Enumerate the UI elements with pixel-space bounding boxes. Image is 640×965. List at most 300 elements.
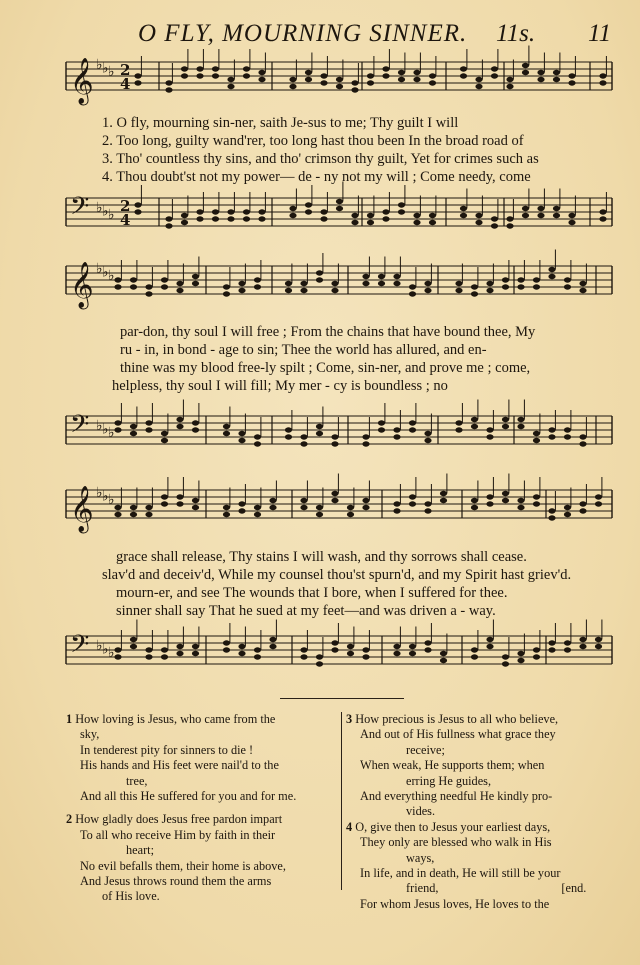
time-signature-bottom: 4: [120, 211, 131, 229]
note-head: [409, 420, 416, 425]
note-head: [548, 508, 555, 513]
note-head: [502, 491, 509, 496]
note-head: [161, 431, 168, 436]
lyric-line: grace shall release, Thy stains I will wash, and thy sorrows shall cease.: [116, 549, 527, 565]
note-head: [145, 284, 152, 289]
note-head: [362, 434, 369, 439]
treble-staff-system-2: [66, 258, 612, 313]
note-head: [553, 206, 560, 211]
note-head: [475, 77, 482, 82]
note-head: [599, 209, 606, 214]
note-head: [114, 654, 121, 659]
note-head: [409, 651, 416, 656]
bass-staff-system-2: [66, 400, 612, 460]
flat-icon: ♭: [108, 64, 115, 80]
stanza-line: receive;: [406, 742, 445, 757]
note-head: [269, 498, 276, 503]
note-head: [502, 654, 509, 659]
note-head: [176, 494, 183, 499]
bass-clef-icon: 𝄢: [70, 410, 90, 445]
stanza-line: [66, 712, 338, 727]
note-head: [145, 291, 152, 296]
note-head: [114, 427, 121, 432]
note-head: [130, 431, 137, 436]
note-head: [227, 209, 234, 214]
note-head: [398, 209, 405, 214]
note-head: [595, 644, 602, 649]
stanza-4: [346, 820, 612, 912]
lyric-line: slav'd and deceiv'd, While my counsel thou'st spurn'd, and my Spirit hast griev'd.: [102, 567, 572, 583]
stanza-line: [346, 820, 612, 835]
note-head: [491, 216, 498, 221]
note-head: [300, 281, 307, 286]
note-head: [347, 505, 354, 510]
note-head: [486, 644, 493, 649]
note-head: [502, 661, 509, 666]
note-head: [331, 281, 338, 286]
note-head: [285, 427, 292, 432]
note-head: [351, 213, 358, 218]
note-head: [114, 420, 121, 425]
note-head: [398, 202, 405, 207]
note-head: [300, 441, 307, 446]
note-head: [502, 284, 509, 289]
note-head: [130, 512, 137, 517]
stanza-line: And everything needful He kindly pro-: [360, 789, 553, 804]
note-head: [491, 223, 498, 228]
note-head: [316, 431, 323, 436]
bass-clef-icon: 𝄢: [70, 192, 90, 227]
note-head: [223, 505, 230, 510]
note-head: [409, 284, 416, 289]
note-head: [579, 501, 586, 506]
note-head: [382, 216, 389, 221]
note-head: [599, 216, 606, 221]
note-head: [413, 70, 420, 75]
note-head: [145, 647, 152, 652]
note-head: [579, 288, 586, 293]
note-head: [553, 213, 560, 218]
note-head: [114, 284, 121, 289]
note-head: [176, 424, 183, 429]
note-head: [517, 651, 524, 656]
note-head: [517, 284, 524, 289]
note-head: [254, 647, 261, 652]
note-head: [181, 73, 188, 78]
note-head: [429, 80, 436, 85]
note-head: [161, 277, 168, 282]
note-head: [471, 505, 478, 510]
note-head: [471, 654, 478, 659]
note-head: [130, 637, 137, 642]
stanza-line: And out of His fullness what grace they: [360, 727, 556, 742]
note-head: [455, 427, 462, 432]
treble-staff-system-1: [66, 58, 612, 108]
note-head: [192, 644, 199, 649]
stanza-number: 1: [66, 712, 73, 726]
stanza-line: [346, 712, 612, 727]
stanza-line: And all this He suffered for you and for me.: [80, 789, 297, 804]
note-head: [424, 640, 431, 645]
stanza-number: 4: [346, 819, 353, 834]
note-head: [393, 281, 400, 286]
stanza-gap: [66, 804, 338, 812]
flat-icon: ♭: [108, 207, 115, 223]
note-head: [192, 498, 199, 503]
time-signature-top: 2: [120, 61, 131, 79]
flat-icon: ♭: [108, 425, 115, 441]
note-head: [486, 427, 493, 432]
note-head: [145, 427, 152, 432]
note-head: [181, 220, 188, 225]
note-head: [192, 651, 199, 656]
note-head: [243, 73, 250, 78]
note-head: [347, 512, 354, 517]
note-head: [134, 209, 141, 214]
note-head: [196, 73, 203, 78]
lyric-line: ru - in, in bond - age to sin; Thee the world has allured, and en-: [120, 342, 487, 358]
stanza-line: friend, [end.: [406, 881, 587, 896]
note-head: [305, 70, 312, 75]
note-head: [393, 651, 400, 656]
note-head: [409, 644, 416, 649]
note-head: [196, 66, 203, 71]
note-head: [258, 216, 265, 221]
note-head: [300, 654, 307, 659]
verses-left-column: [66, 712, 338, 905]
lyric-line: par-don, thy soul I will free ; From the chains that have bound thee, My: [120, 324, 536, 340]
note-head: [316, 661, 323, 666]
note-head: [238, 281, 245, 286]
note-head: [300, 434, 307, 439]
flat-icon: ♭: [96, 485, 103, 501]
note-head: [316, 654, 323, 659]
bass-staff-system-1: [66, 190, 612, 245]
note-head: [533, 654, 540, 659]
note-head: [517, 277, 524, 282]
note-head: [568, 213, 575, 218]
note-head: [564, 647, 571, 652]
note-head: [347, 644, 354, 649]
note-head: [548, 267, 555, 272]
note-head: [429, 220, 436, 225]
note-head: [424, 431, 431, 436]
note-head: [161, 654, 168, 659]
note-head: [517, 498, 524, 503]
page-header: [0, 20, 640, 54]
note-head: [564, 284, 571, 289]
flat-icon: ♭: [102, 264, 109, 281]
note-head: [238, 438, 245, 443]
note-head: [440, 498, 447, 503]
note-head: [548, 647, 555, 652]
note-head: [533, 284, 540, 289]
note-head: [161, 501, 168, 506]
note-head: [440, 651, 447, 656]
stanza-line: sky,: [80, 727, 100, 742]
note-head: [254, 284, 261, 289]
note-head: [238, 501, 245, 506]
note-head: [460, 66, 467, 71]
note-head: [393, 434, 400, 439]
stanza-line: In life, and in death, He will still be your: [360, 866, 561, 881]
note-head: [564, 640, 571, 645]
stanza-line: For whom Jesus loves, He loves to the: [360, 896, 550, 911]
note-head: [331, 640, 338, 645]
note-head: [486, 494, 493, 499]
note-head: [289, 84, 296, 89]
note-head: [409, 427, 416, 432]
note-head: [192, 274, 199, 279]
note-head: [285, 434, 292, 439]
stanza-line: erring He guides,: [406, 773, 492, 788]
note-head: [568, 73, 575, 78]
note-head: [568, 220, 575, 225]
note-head: [533, 647, 540, 652]
bass-clef-icon: 𝄢: [70, 630, 90, 665]
note-head: [130, 277, 137, 282]
note-head: [455, 288, 462, 293]
note-head: [305, 77, 312, 82]
note-head: [165, 223, 172, 228]
note-head: [212, 73, 219, 78]
note-head: [362, 647, 369, 652]
note-head: [130, 424, 137, 429]
lyric-line: 3. Tho' countless thy sins, and tho' crimson thy guilt, Yet for crimes such as: [102, 151, 539, 167]
note-head: [300, 647, 307, 652]
note-head: [223, 647, 230, 652]
note-head: [367, 73, 374, 78]
note-head: [475, 213, 482, 218]
note-head: [114, 505, 121, 510]
note-head: [347, 651, 354, 656]
stanza-line: His hands and His feet were nail'd to the: [80, 758, 279, 773]
note-head: [533, 438, 540, 443]
note-head: [258, 77, 265, 82]
note-head: [212, 216, 219, 221]
note-head: [486, 434, 493, 439]
note-head: [285, 281, 292, 286]
stanza-text: O, give then to Jesus your earliest days,: [355, 819, 551, 834]
note-head: [192, 505, 199, 510]
note-head: [176, 281, 183, 286]
note-head: [424, 501, 431, 506]
stanza-line: No evil befalls them, their home is above,: [80, 858, 286, 873]
note-head: [176, 501, 183, 506]
bass-staff-system-3: [66, 622, 612, 684]
note-head: [362, 281, 369, 286]
flat-icon: ♭: [102, 421, 109, 438]
note-head: [486, 637, 493, 642]
flat-icon: ♭: [108, 645, 115, 661]
note-head: [378, 420, 385, 425]
note-head: [579, 434, 586, 439]
note-head: [145, 654, 152, 659]
flat-icon: ♭: [96, 418, 103, 434]
stanza-3: [346, 712, 612, 820]
note-head: [564, 505, 571, 510]
note-head: [460, 206, 467, 211]
note-head: [269, 637, 276, 642]
note-head: [130, 284, 137, 289]
note-head: [289, 77, 296, 82]
note-head: [564, 512, 571, 517]
note-head: [331, 647, 338, 652]
note-head: [579, 281, 586, 286]
note-head: [413, 213, 420, 218]
note-head: [331, 441, 338, 446]
note-head: [362, 274, 369, 279]
note-head: [409, 501, 416, 506]
note-head: [316, 505, 323, 510]
divider-rule: [280, 698, 404, 699]
flat-icon: ♭: [96, 200, 103, 216]
note-head: [320, 80, 327, 85]
note-head: [134, 80, 141, 85]
note-head: [165, 80, 172, 85]
stanza-line: heart;: [126, 843, 154, 858]
note-head: [440, 658, 447, 663]
note-head: [316, 424, 323, 429]
note-head: [238, 651, 245, 656]
note-head: [223, 424, 230, 429]
stanza-line: ways,: [406, 850, 435, 865]
note-head: [367, 80, 374, 85]
note-head: [486, 288, 493, 293]
note-head: [114, 647, 121, 652]
lyric-line: sinner shall say That he sued at my feet—and was driven a - way.: [116, 603, 496, 619]
lyric-line: thine was my blood free-ly spilt ; Come, sin-ner, and prove me ; come,: [120, 360, 531, 376]
note-head: [595, 501, 602, 506]
note-head: [564, 434, 571, 439]
flat-icon: ♭: [102, 203, 109, 220]
note-head: [316, 270, 323, 275]
note-head: [595, 494, 602, 499]
lyric-line: 2. Too long, guilty wand'rer, too long hast thou been In the broad road of: [102, 133, 524, 149]
note-head: [579, 637, 586, 642]
note-head: [320, 73, 327, 78]
note-head: [254, 505, 261, 510]
note-head: [409, 291, 416, 296]
hymn-meter: 11s.: [496, 20, 536, 47]
note-head: [212, 66, 219, 71]
note-head: [471, 424, 478, 429]
note-head: [579, 644, 586, 649]
note-head: [429, 73, 436, 78]
note-head: [305, 209, 312, 214]
note-head: [331, 498, 338, 503]
note-head: [227, 216, 234, 221]
note-head: [599, 80, 606, 85]
note-head: [548, 427, 555, 432]
stanza-text: How precious is Jesus to all who believe,: [355, 712, 559, 726]
note-head: [568, 80, 575, 85]
note-head: [181, 66, 188, 71]
note-head: [130, 505, 137, 510]
note-head: [362, 654, 369, 659]
note-head: [378, 281, 385, 286]
note-head: [506, 77, 513, 82]
note-head: [243, 209, 250, 214]
stanza-text: How loving is Jesus, who came from the: [75, 712, 276, 726]
flat-icon: ♭: [96, 261, 103, 277]
flat-icon: ♭: [96, 638, 103, 654]
note-head: [533, 501, 540, 506]
note-head: [161, 438, 168, 443]
note-head: [165, 87, 172, 92]
note-head: [522, 206, 529, 211]
note-head: [502, 277, 509, 282]
stanza-line: vides.: [406, 804, 436, 819]
note-head: [564, 277, 571, 282]
note-head: [548, 274, 555, 279]
treble-staff-system-3: [66, 478, 612, 538]
note-head: [130, 644, 137, 649]
note-head: [145, 420, 152, 425]
note-head: [367, 220, 374, 225]
note-head: [486, 501, 493, 506]
flat-icon: ♭: [96, 57, 103, 73]
note-head: [471, 498, 478, 503]
note-head: [223, 431, 230, 436]
note-head: [289, 206, 296, 211]
stanza-line: tree,: [126, 773, 148, 788]
stanza-text: How gladly does Jesus free pardon impart: [75, 812, 283, 827]
note-head: [336, 199, 343, 204]
flat-icon: ♭: [102, 488, 109, 505]
note-head: [316, 512, 323, 517]
note-head: [564, 427, 571, 432]
note-head: [212, 209, 219, 214]
note-head: [378, 274, 385, 279]
note-head: [548, 640, 555, 645]
note-head: [506, 223, 513, 228]
note-head: [502, 498, 509, 503]
note-head: [398, 77, 405, 82]
note-head: [393, 501, 400, 506]
note-head: [382, 209, 389, 214]
note-head: [393, 644, 400, 649]
note-head: [227, 84, 234, 89]
note-head: [176, 417, 183, 422]
note-head: [553, 77, 560, 82]
stanza-number: 2: [66, 812, 73, 827]
note-head: [176, 651, 183, 656]
note-head: [486, 281, 493, 286]
stanza-line: And Jesus throws round them the arms: [80, 874, 272, 889]
note-head: [243, 216, 250, 221]
note-head: [537, 77, 544, 82]
note-head: [254, 512, 261, 517]
note-head: [223, 284, 230, 289]
stanza-line: To all who receive Him by faith in their: [80, 827, 276, 842]
lyric-line: 1. O fly, mourning sin-ner, saith Je-sus to me; Thy guilt I will: [102, 115, 459, 131]
stanza-number: 3: [346, 712, 353, 726]
note-head: [285, 288, 292, 293]
note-head: [378, 427, 385, 432]
note-head: [491, 73, 498, 78]
note-head: [413, 77, 420, 82]
note-head: [196, 209, 203, 214]
note-head: [413, 220, 420, 225]
note-head: [595, 637, 602, 642]
stanza-line: When weak, He supports them; when: [360, 758, 545, 773]
hymn-title: O FLY, MOURNING SINNER.: [138, 20, 468, 47]
time-signature-bottom: 4: [120, 75, 131, 93]
note-head: [471, 284, 478, 289]
note-head: [424, 508, 431, 513]
lyric-line: 4. Thou doubt'st not my power— de - ny not my will ; Come needy, come: [102, 169, 531, 185]
